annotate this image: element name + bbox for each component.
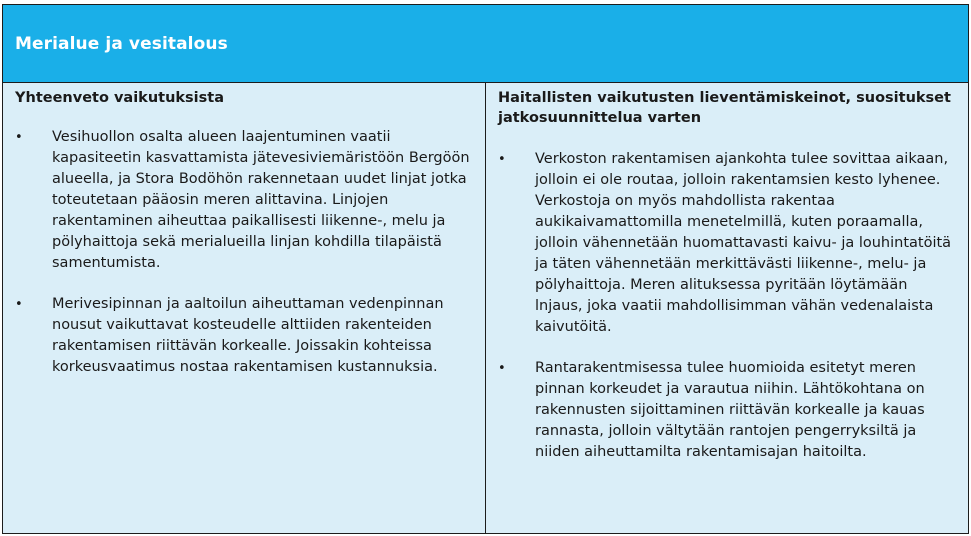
list-item-text: Merivesipinnan ja aaltoilun aiheuttaman vedenpinnan nousut vaikuttavat kosteudelle alttiiden rakenteiden rakentamisen riittävän korkealle. Joissakin kohteissa korkeusvaatimus nostaa rakentamisen kustannuksia. [52, 296, 444, 375]
table-body-row [3, 83, 968, 533]
summary-heading: Yhteenveto vaikutuksista [15, 90, 224, 106]
impact-table [2, 4, 969, 534]
bullet-icon: • [15, 297, 23, 312]
list-item-text: Rantarakentmisessa tulee huomioida esitetyt meren pinnan korkeudet ja varautua niihin. Lähtökohtana on rakennusten sijoittaminen riittävän korkealle ja kauas rannasta, jolloin vältytään rantojen pengerryksiltä ja niiden aiheuttamilta rakentamisajan haitoilta. [535, 360, 925, 460]
list-item-text: Verkoston rakentamisen ajankohta tulee sovittaa aikaan, jolloin ei ole routaa, jolloin rakentamsien kesto lyhenee. Verkostoja on myös mahdollista rakentaa aukikaivamattomilla menetelmillä, kuten poraamalla, jolloin vähennetään huomattavasti kaivu- ja louhintatöitä ja täten vähennetään merkittävästi liikenne-, melu- ja pölyhaittoja. Meren alituksessa pyritään löytämään lnjaus, joka vaatii mahdollisimman vähän vedenalaista kaivutöitä. [535, 151, 952, 335]
summary-list [15, 127, 475, 378]
list-item [15, 127, 475, 274]
mitigation-list [498, 149, 958, 463]
bullet-icon: • [498, 361, 506, 376]
summary-column [3, 83, 486, 533]
bullet-icon: • [498, 152, 506, 167]
table-title: Merialue ja vesitalous [15, 33, 228, 54]
bullet-icon: • [15, 130, 23, 145]
list-item [15, 294, 475, 378]
table-header [3, 5, 968, 83]
list-item-text: Vesihuollon osalta alueen laajentuminen vaatii kapasiteetin kasvattamista jätevesiviemäristöön Bergöön alueella, ja Stora Bodöhön rakennetaan uudet linjat jotka toteutetaan pääosin meren alittavina. Linjojen rakentaminen aiheuttaa paikallisesti liikenne-, melu ja pölyhaittoja sekä merialueilla linjan kohdilla tilapäistä samentumista. [52, 129, 470, 271]
mitigation-column [486, 83, 968, 533]
list-item [498, 149, 958, 338]
list-item [498, 358, 958, 463]
mitigation-heading: Haitallisten vaikutusten lieventämiskeinot, suositukset jatkosuunnittelua varten [498, 90, 951, 126]
